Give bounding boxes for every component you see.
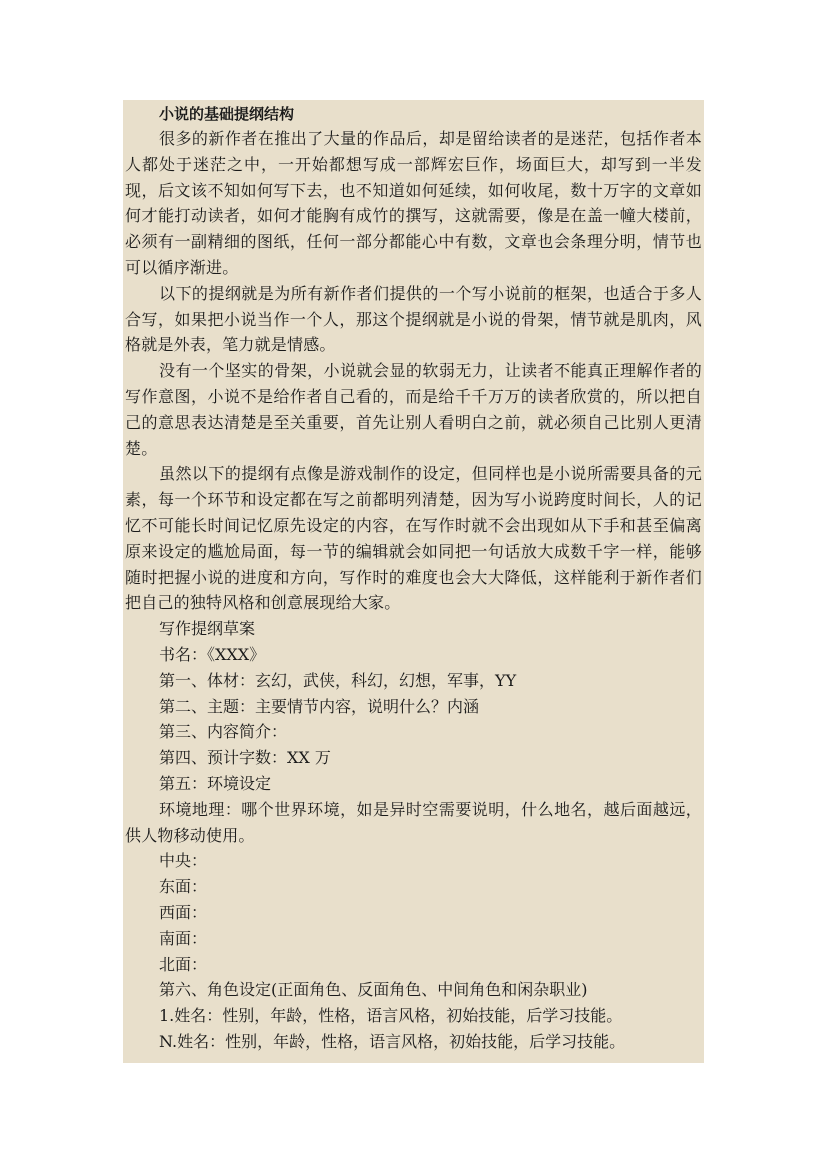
- synopsis-line: 第三、内容简介：: [159, 722, 288, 742]
- character-settings-line: 第六、角色设定(正面角色、反面角色、中间角色和闲杂职业): [159, 980, 588, 1000]
- outline-purpose-paragraph: 以下的提纲就是为所有新作者们提供的一个写小说前的框架，也适合于多人合写，如果把小说当作一个人，那这个提纲就是小说的骨架，情节就是肌肉，风格就是外表，笔力就是情感。: [125, 283, 702, 355]
- word-count-line: 第四、预计字数：XX 万: [159, 748, 331, 768]
- center-line: 中央：: [159, 851, 208, 871]
- genre-line: 第一、体材：玄幻，武侠，科幻，幻想，军事，YY: [159, 670, 517, 690]
- west-line: 西面：: [159, 902, 208, 922]
- north-line: 北面：: [159, 954, 208, 974]
- character-n-line: N.姓名：性别，年龄，性格，语言风格，初始技能，后学习技能。: [159, 1031, 626, 1051]
- intro-paragraph: 很多的新作者在推出了大量的作品后，却是留给读者的是迷茫，包括作者本人都处于迷茫之中，一开始都想写成一部辉宏巨作，场面巨大，却写到一半发现，后文该不知如何写下去，也不知道如何延续，如何收尾，数十万字的文章如何才能打动读者，如何才能胸有成竹的撰写，这就需要，像是在盖一幢大楼前，必须有一副精细的图纸，任何一部分都能心中有数，文章也会条理分明，情节也可以循序渐进。: [125, 129, 702, 277]
- environment-paragraph: 环境地理：哪个世界环境，如是异时空需要说明，什么地名，越后面越远，供人物移动使用。: [125, 799, 702, 845]
- skeleton-paragraph: 没有一个坚实的骨架，小说就会显的软弱无力，让读者不能真正理解作者的写作意图，小说不是给作者自己看的，而是给千千万万的读者欣赏的，所以把自己的意思表达清楚是至关重要，首先让别人看明白之前，就必须自己比别人更清楚。: [125, 361, 702, 458]
- theme-line: 第二、主题：主要情节内容，说明什么？内涵: [159, 696, 480, 716]
- document-title: 小说的基础提纲结构: [159, 105, 295, 123]
- environment-heading-line: 第五：环境设定: [159, 773, 272, 793]
- book-name-line: 书名：《XXX》: [159, 644, 266, 664]
- outline-heading: 写作提纲草案: [159, 619, 256, 639]
- east-line: 东面：: [159, 877, 208, 897]
- character-1-line: 1.姓名：性别，年龄，性格，语言风格，初始技能，后学习技能。: [159, 1006, 623, 1026]
- settings-paragraph: 虽然以下的提纲有点像是游戏制作的设定，但同样也是小说所需要具备的元素，每一个环节和设定都在写之前都明列清楚，因为写小说跨度时间长，人的记忆不可能长时间记忆原先设定的内容，在写作时就不会出现如从下手和甚至偏离原来设定的尴尬局面，每一节的编辑就会如同把一句话放大成数千字一样，能够随时把握小说的进度和方向，写作时的难度也会大大降低，这样能利于新作者们把自己的独特风格和创意展现给大家。: [125, 464, 702, 613]
- document-content: [123, 100, 704, 1063]
- south-line: 南面：: [159, 928, 208, 948]
